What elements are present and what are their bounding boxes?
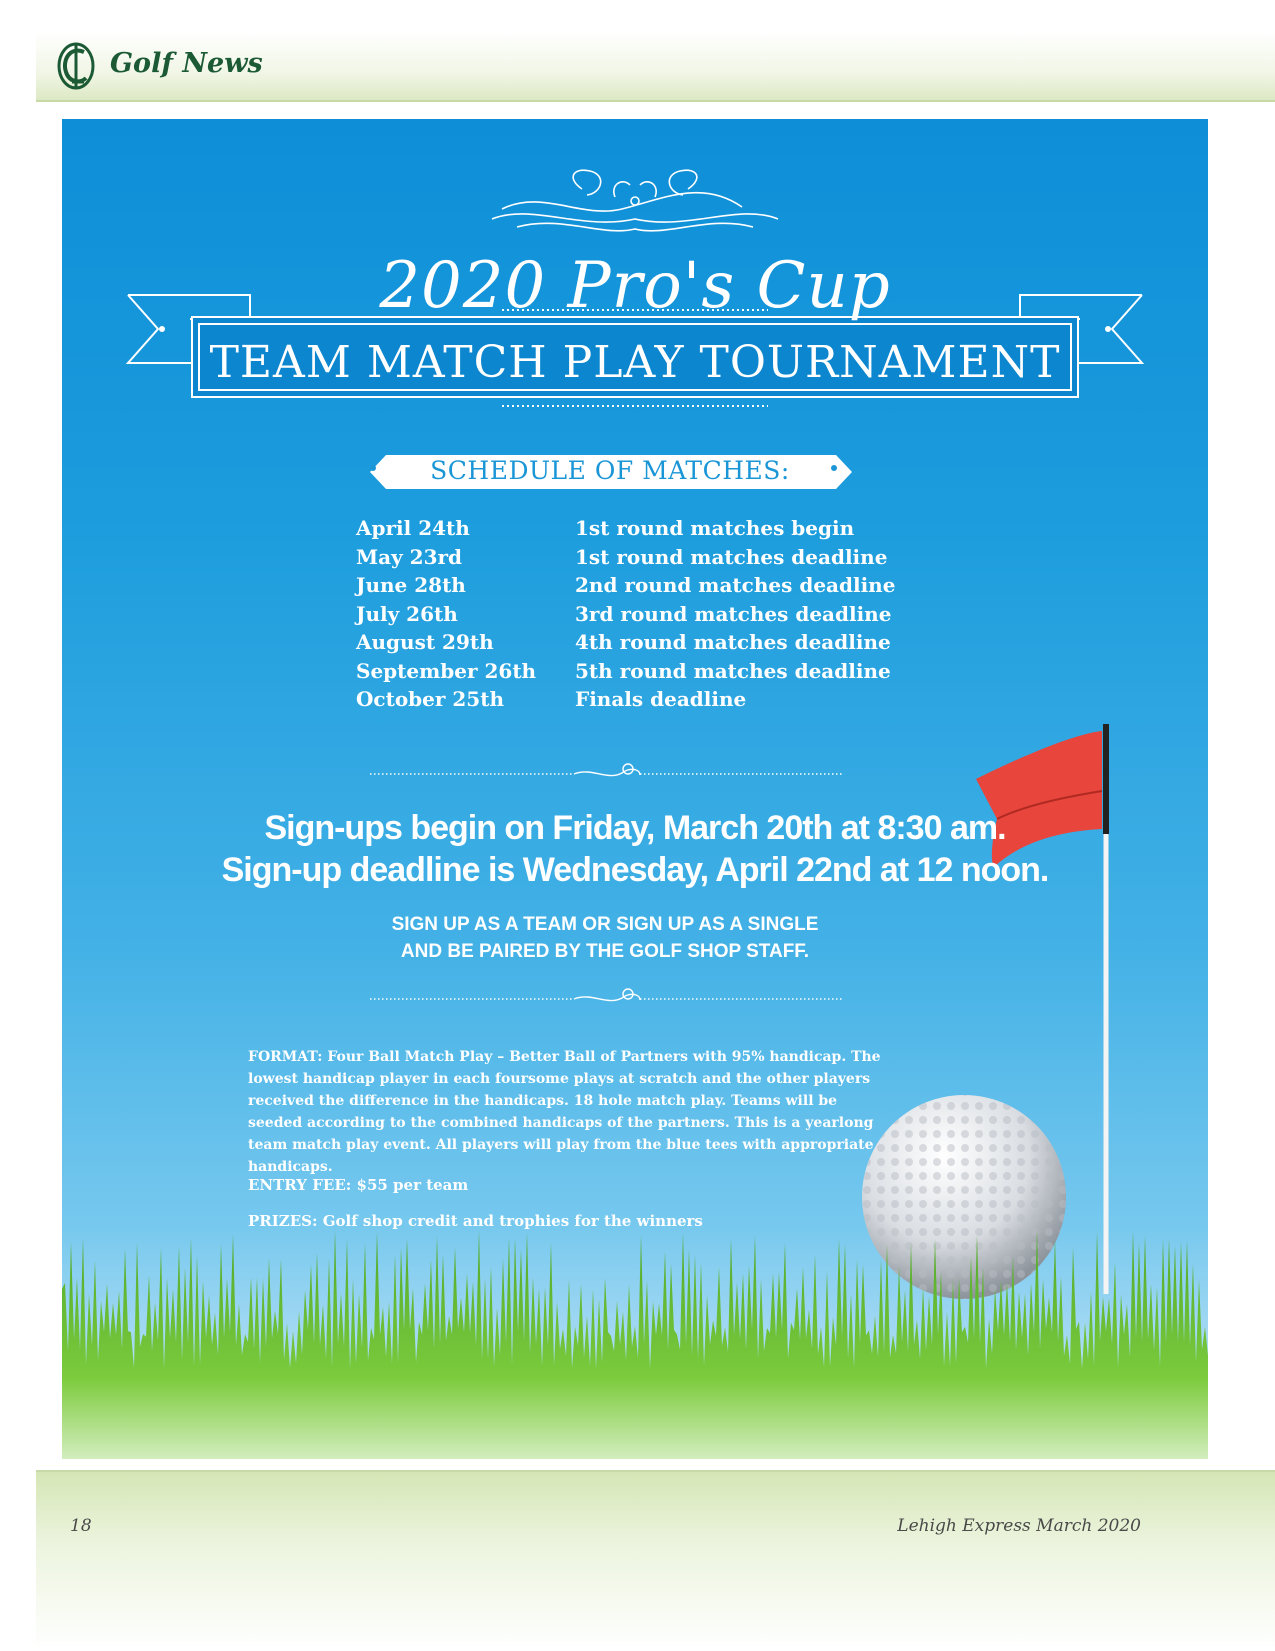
tournament-poster: [62, 119, 1208, 1500]
section-title: Golf News: [110, 48, 263, 79]
grass-field: [62, 1229, 1208, 1500]
signup-deadline-text: Sign-up deadline is Wednesday, April 22nd at 12 noon.: [221, 851, 1049, 889]
pairing-note-line1: SIGN UP AS A TEAM OR SIGN UP AS A SINGLE: [391, 914, 819, 935]
event-banner-title: TEAM MATCH PLAY TOURNAMENT: [209, 337, 1061, 388]
schedule-event: 3rd round matches deadline: [575, 601, 892, 626]
entry-fee-text: ENTRY FEE: $55 per team: [248, 1176, 469, 1194]
schedule-date: April 24th: [356, 516, 470, 541]
schedule-date: June 28th: [356, 573, 466, 598]
schedule-row: [356, 543, 895, 572]
schedule-row: [356, 685, 895, 714]
schedule-row: [356, 514, 895, 543]
schedule-date: September 26th: [356, 658, 537, 683]
flourish-ornament-icon: [492, 170, 778, 231]
schedule-date: July 26th: [356, 601, 458, 626]
signup-start-text: Sign-ups begin on Friday, March 20th at 8:30 am.: [264, 809, 1006, 847]
prizes-text: PRIZES: Golf shop credit and trophies for the winners: [248, 1212, 703, 1230]
divider-ornament-top: [370, 764, 842, 776]
schedule-row: [356, 600, 895, 629]
page-header: [36, 32, 1275, 102]
schedule-event: 1st round matches deadline: [575, 544, 888, 569]
schedule-row: [356, 571, 895, 600]
schedule-row: [356, 657, 895, 686]
golf-ball-icon: [862, 1095, 1066, 1299]
schedule-event: Finals deadline: [575, 687, 747, 712]
schedule-date: May 23rd: [356, 544, 463, 569]
publication-name: Lehigh Express March 2020: [897, 1516, 1141, 1536]
schedule-date: August 29th: [356, 630, 494, 655]
club-logo-icon: [54, 38, 98, 94]
format-description: FORMAT: Four Ball Match Play – Better Ball of Partners with 95% handicap. The lowest handicap player in each foursome plays at scratch and the other players received the difference in the handicaps. 18 hole match play. Teams will be seeded according to the combined handicaps of the partners. This is a yearlong team match play event. All players will play from the blue tees with appropriate handicaps.: [248, 1049, 881, 1175]
schedule-list: [356, 514, 895, 714]
schedule-heading: SCHEDULE OF MATCHES:: [430, 456, 790, 485]
event-script-title: 2020 Pro's Cup: [379, 249, 891, 323]
page-number: 18: [70, 1516, 92, 1536]
schedule-date: October 25th: [356, 687, 504, 712]
schedule-event: 1st round matches begin: [575, 516, 855, 541]
pairing-note-line2: AND BE PAIRED BY THE GOLF SHOP STAFF.: [400, 941, 810, 962]
divider-ornament-bottom: [370, 989, 842, 1001]
page-footer: [36, 1470, 1275, 1651]
schedule-event: 2nd round matches deadline: [575, 573, 896, 598]
schedule-row: [356, 628, 895, 657]
schedule-event: 4th round matches deadline: [575, 630, 891, 655]
schedule-event: 5th round matches deadline: [575, 658, 891, 683]
